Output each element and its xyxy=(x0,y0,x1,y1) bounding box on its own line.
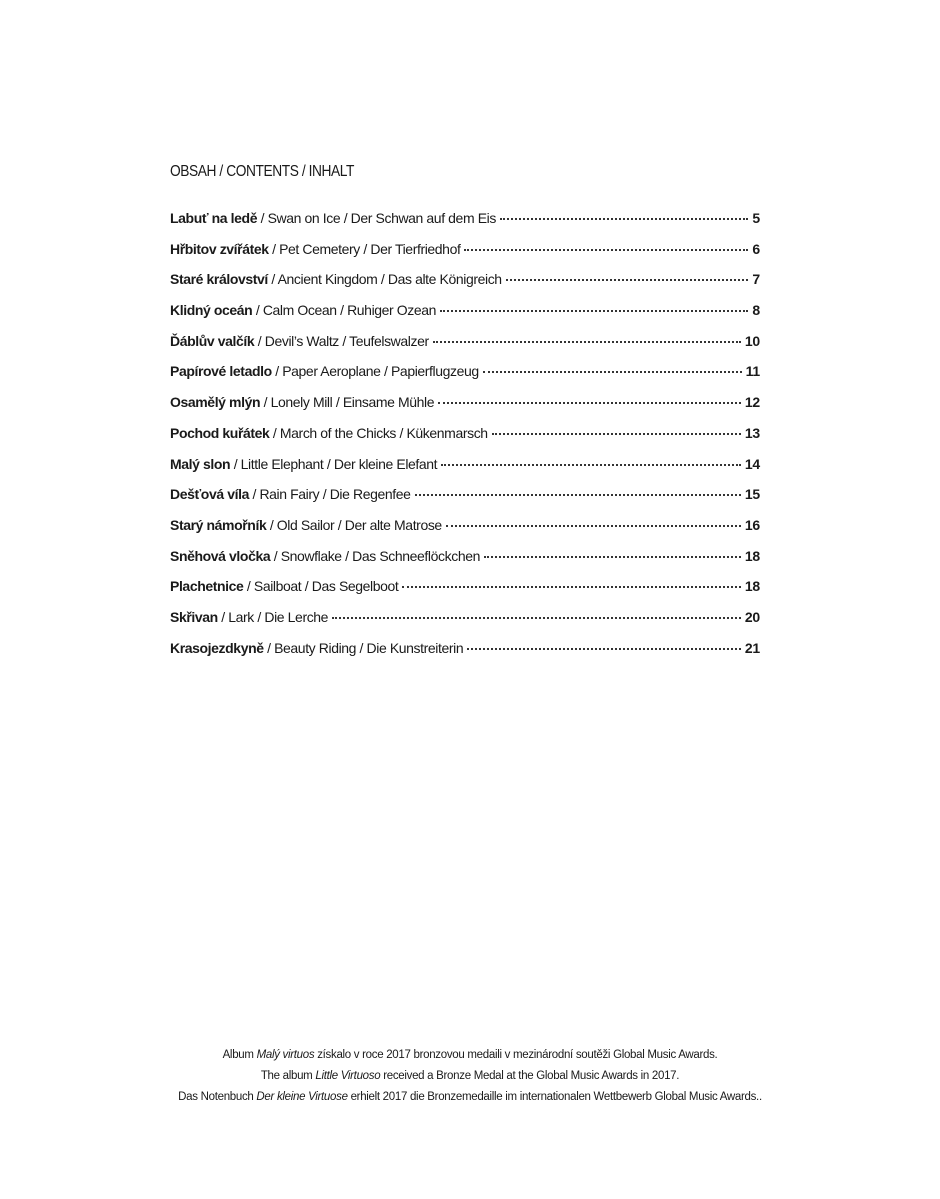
toc-entry-title xyxy=(170,542,480,570)
table-of-contents xyxy=(170,204,760,664)
toc-entry-title xyxy=(170,204,496,232)
toc-entry xyxy=(170,572,760,603)
toc-entry xyxy=(170,204,760,235)
toc-entry-czech-title: Klidný oceán xyxy=(170,302,253,319)
toc-entry-czech-title: Hřbitov zvířátek xyxy=(170,240,269,257)
dot-leader xyxy=(415,493,741,496)
award-note-german xyxy=(0,1087,940,1108)
toc-entry-czech-title: Skřivan xyxy=(170,608,218,625)
toc-entry-translations: / Lonely Mill / Einsame Mühle xyxy=(260,394,435,411)
dot-leader xyxy=(441,463,741,466)
toc-entry-czech-title: Sněhová vločka xyxy=(170,547,271,564)
toc-entry-page-number: 18 xyxy=(744,578,760,595)
toc-entry-title xyxy=(170,634,463,662)
toc-entry-translations: / Lark / Die Lerche xyxy=(217,608,329,625)
toc-entry-title xyxy=(170,603,328,631)
toc-entry xyxy=(170,511,760,542)
toc-entry-page-number: 7 xyxy=(752,271,760,288)
toc-entry-title xyxy=(170,327,429,355)
album-title: Malý virtuos xyxy=(256,1049,315,1061)
toc-entry xyxy=(170,634,760,665)
award-note-czech xyxy=(0,1045,940,1066)
toc-entry-translations: / Old Sailor / Der alte Matrose xyxy=(266,516,442,533)
toc-entry-page-number: 11 xyxy=(745,363,760,380)
dot-leader xyxy=(433,340,741,343)
dot-leader xyxy=(492,432,741,435)
award-note-text: received a Bronze Medal at the Global Music Awards in 2017. xyxy=(380,1070,680,1082)
toc-entry-translations: / Devil’s Waltz / Teufelswalzer xyxy=(254,332,429,349)
toc-entry-czech-title: Osamělý mlýn xyxy=(170,394,261,411)
page-title: OBSAH / CONTENTS / INHALT xyxy=(170,163,354,180)
toc-entry xyxy=(170,296,760,327)
award-note-text: Das Notenbuch xyxy=(178,1091,257,1103)
toc-entry-page-number: 14 xyxy=(744,455,760,472)
toc-entry-translations: / Pet Cemetery / Der Tierfriedhof xyxy=(268,240,461,257)
dot-leader xyxy=(500,217,748,220)
toc-entry xyxy=(170,388,760,419)
toc-entry-page-number: 15 xyxy=(744,486,760,503)
album-title: Der kleine Virtuose xyxy=(256,1091,348,1103)
dot-leader xyxy=(483,370,742,373)
toc-entry-czech-title: Plachetnice xyxy=(170,578,244,595)
toc-entry-page-number: 21 xyxy=(744,639,760,656)
award-note xyxy=(0,1045,940,1108)
toc-entry-translations: / Sailboat / Das Segelboot xyxy=(243,578,399,595)
toc-entry-czech-title: Ďáblův valčík xyxy=(170,332,255,349)
dot-leader xyxy=(402,585,740,588)
toc-entry-translations: / Rain Fairy / Die Regenfee xyxy=(248,486,411,503)
toc-entry xyxy=(170,265,760,296)
toc-entry-page-number: 6 xyxy=(752,240,760,257)
album-title: Little Virtuoso xyxy=(315,1070,381,1082)
toc-entry-translations: / Snowflake / Das Schneeflöckchen xyxy=(270,547,480,564)
toc-entry-page-number: 12 xyxy=(744,394,760,411)
award-note-text: erhielt 2017 die Bronzemedaille im internationalen Wettbewerb Global Music Awards.. xyxy=(347,1091,762,1103)
toc-entry-czech-title: Staré království xyxy=(170,271,268,288)
toc-entry-page-number: 10 xyxy=(744,332,760,349)
toc-entry xyxy=(170,235,760,266)
toc-entry-title xyxy=(170,265,502,293)
toc-entry-czech-title: Krasojezdkyně xyxy=(170,639,264,656)
toc-entry-page-number: 20 xyxy=(744,608,760,625)
toc-entry-translations: / Swan on Ice / Der Schwan auf dem Eis xyxy=(257,210,496,226)
toc-entry-translations: / March of the Chicks / Kükenmarsch xyxy=(269,424,488,441)
toc-entry xyxy=(170,327,760,358)
dot-leader xyxy=(506,278,749,281)
dot-leader xyxy=(467,647,741,650)
toc-entry xyxy=(170,419,760,450)
toc-entry-title xyxy=(170,235,460,263)
toc-entry-title xyxy=(170,357,479,385)
toc-entry xyxy=(170,603,760,634)
toc-entry-czech-title: Starý námořník xyxy=(170,516,267,533)
toc-entry-czech-title: Malý slon xyxy=(170,455,231,472)
toc-entry-page-number: 13 xyxy=(744,424,760,441)
toc-entry-page-number: 8 xyxy=(752,302,760,319)
toc-entry-translations: / Little Elephant / Der kleine Elefant xyxy=(230,455,438,472)
toc-entry-title xyxy=(170,296,436,324)
toc-entry-czech-title: Papírové letadlo xyxy=(170,363,272,380)
toc-entry-czech-title: Dešťová víla xyxy=(170,486,249,503)
toc-entry xyxy=(170,480,760,511)
award-note-english xyxy=(0,1066,940,1087)
award-note-text: The album xyxy=(260,1070,316,1082)
toc-entry-translations: / Calm Ocean / Ruhiger Ozean xyxy=(252,302,437,319)
toc-entry-title xyxy=(170,419,488,447)
toc-entry-czech-title: Pochod kuřátek xyxy=(170,424,270,441)
award-note-text: získalo v roce 2017 bronzovou medaili v mezinárodní soutěži Global Music Awards. xyxy=(314,1049,718,1061)
dot-leader xyxy=(440,309,748,312)
toc-entry-title xyxy=(170,388,434,416)
toc-entry-translations: / Ancient Kingdom / Das alte Königreich xyxy=(267,271,502,288)
dot-leader xyxy=(464,248,748,251)
toc-entry-title xyxy=(170,450,437,478)
toc-entry-page-number: 5 xyxy=(752,210,760,226)
toc-entry-title xyxy=(170,572,398,600)
dot-leader xyxy=(484,555,741,558)
toc-entry xyxy=(170,542,760,573)
toc-entry-translations: / Paper Aeroplane / Papierflugzeug xyxy=(271,363,479,380)
dot-leader xyxy=(332,616,741,619)
toc-entry-page-number: 18 xyxy=(744,547,760,564)
toc-entry-title xyxy=(170,511,442,539)
toc-entry-translations: / Beauty Riding / Die Kunstreiterin xyxy=(263,639,464,656)
toc-entry-czech-title: Labuť na ledě xyxy=(170,210,258,226)
toc-entry xyxy=(170,450,760,481)
dot-leader xyxy=(438,401,741,404)
toc-entry-page-number: 16 xyxy=(744,516,760,533)
award-note-text: Album xyxy=(222,1049,257,1061)
dot-leader xyxy=(446,524,741,527)
toc-entry xyxy=(170,357,760,388)
toc-entry-title xyxy=(170,480,411,508)
